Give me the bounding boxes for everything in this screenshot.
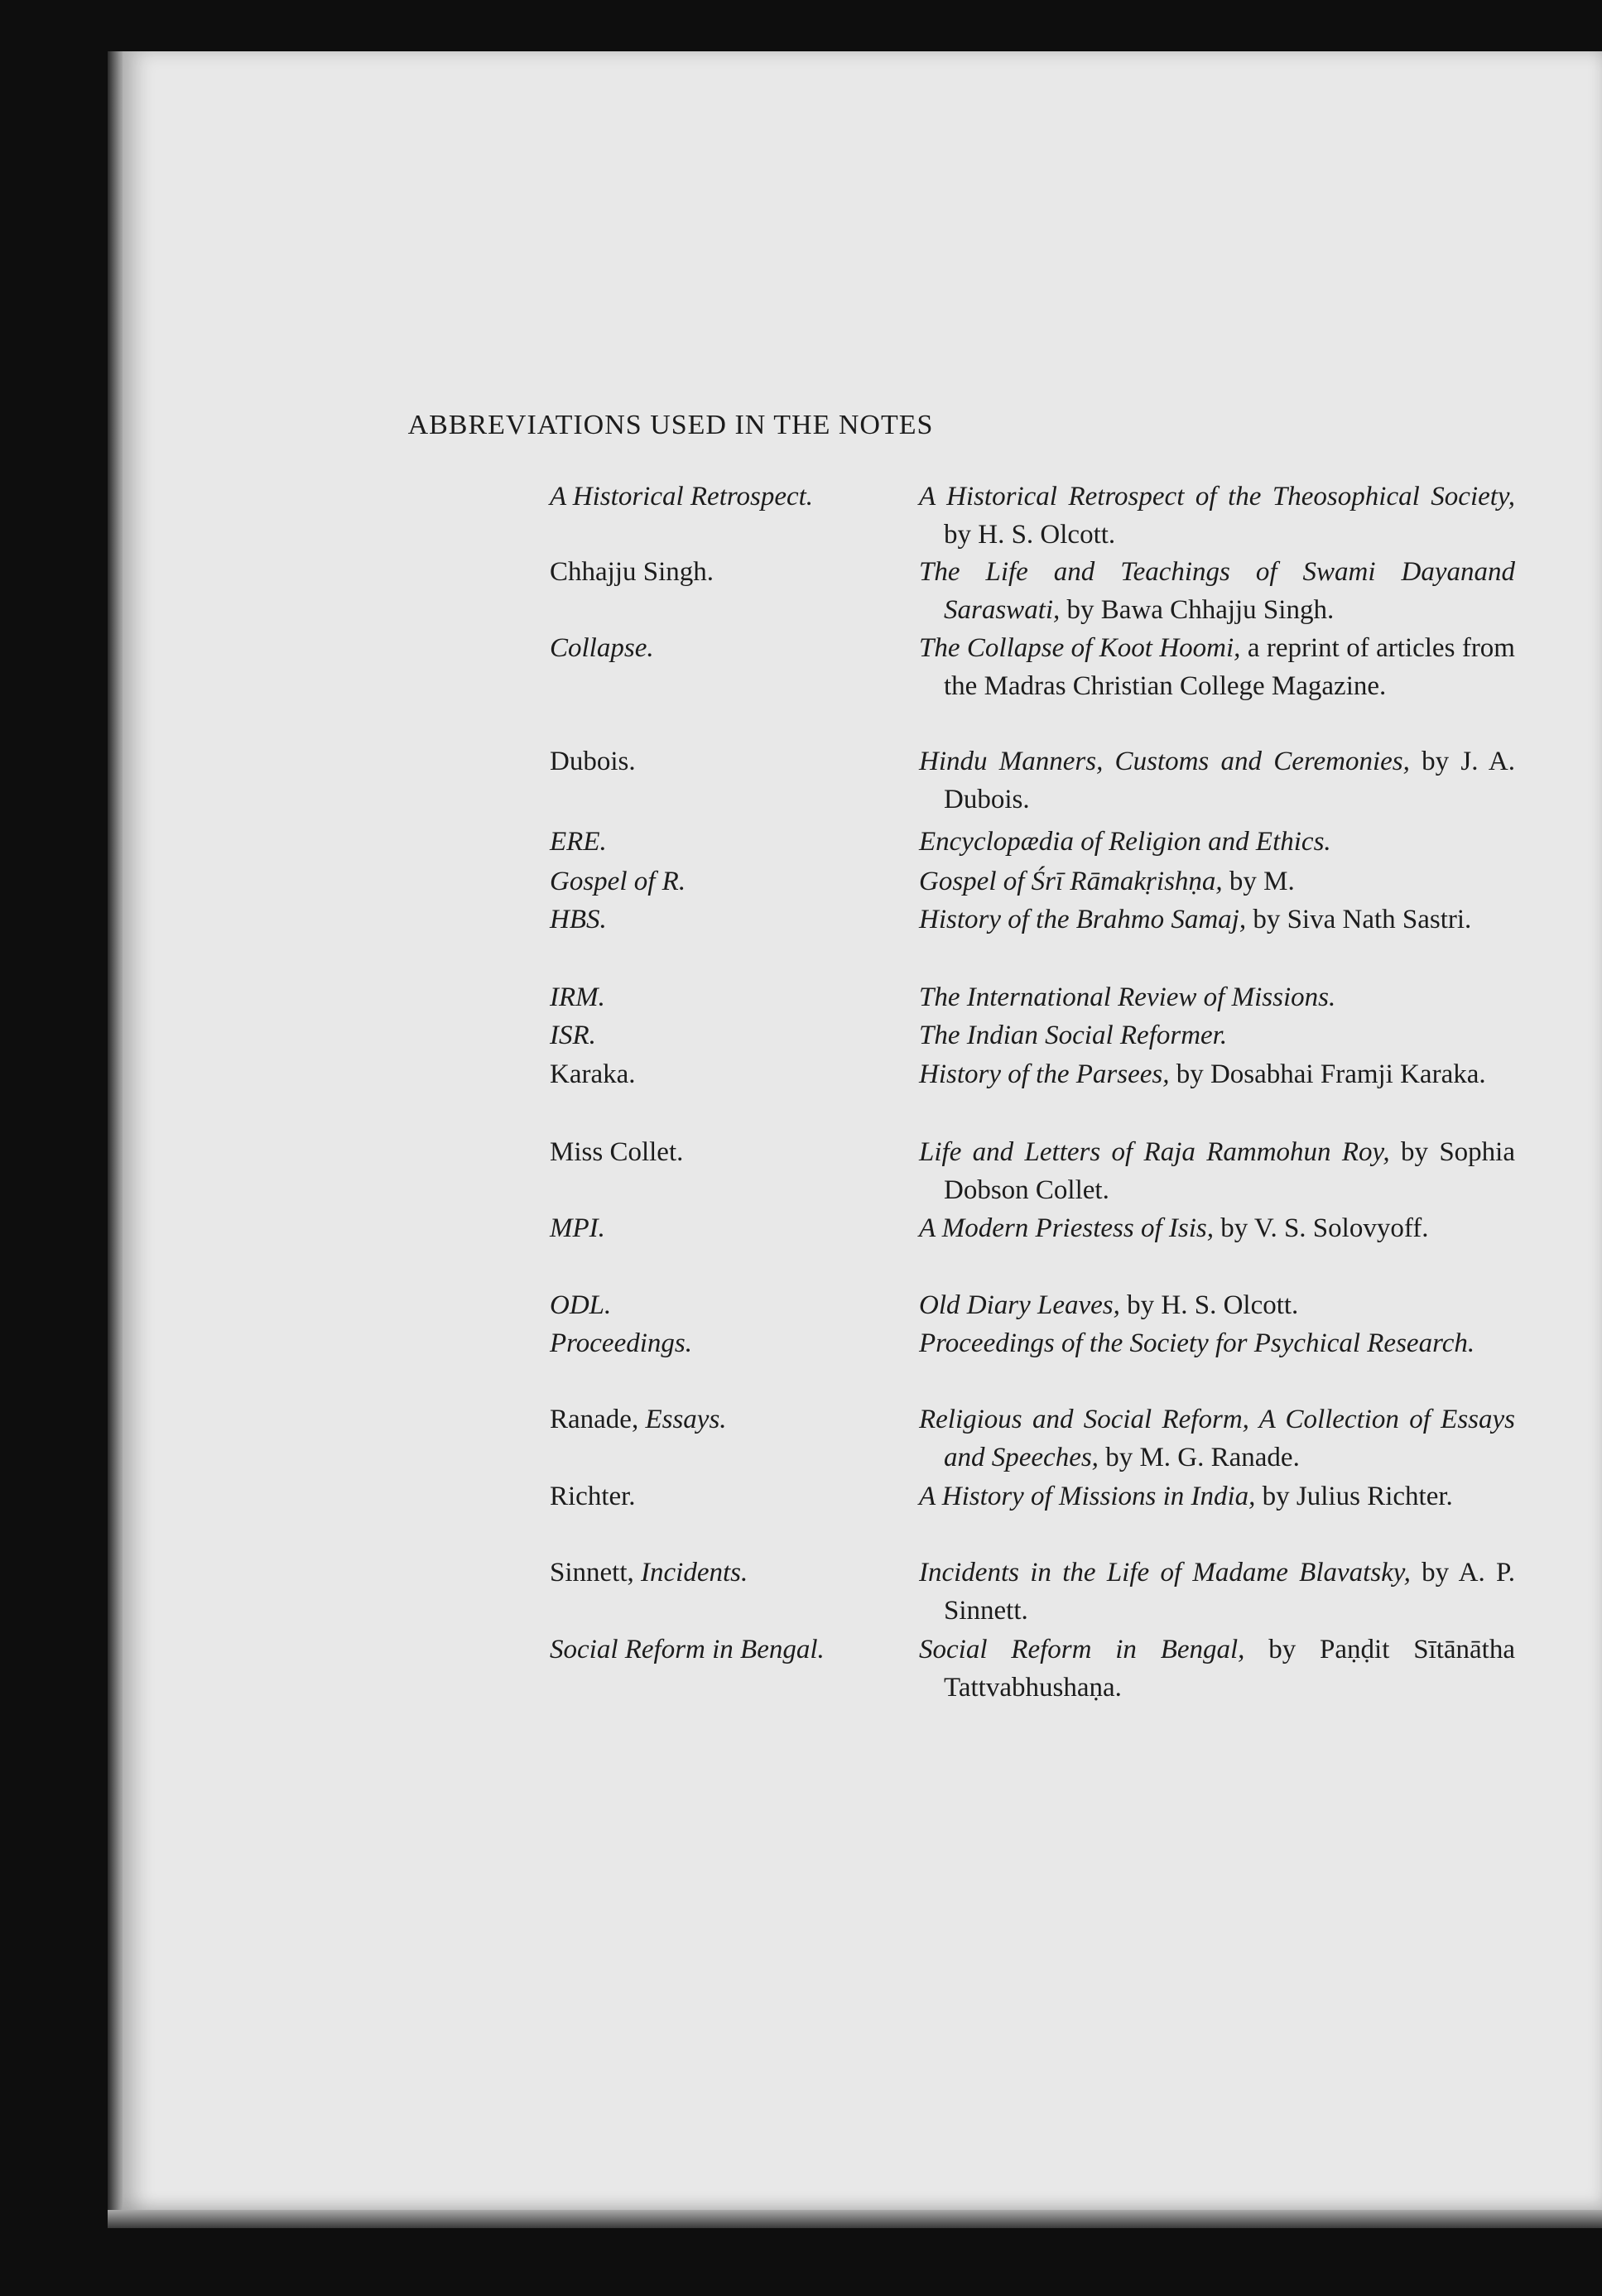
abbr-richter: Richter. <box>550 1482 636 1511</box>
abbr-chhajju-singh: Chhajju Singh. <box>550 557 714 587</box>
full-karaka: History of the Parsees, by Dosabhai Framji Karaka. <box>919 1059 1486 1089</box>
abbr-ranade: Ranade, Essays. <box>550 1405 727 1434</box>
full-hbs: History of the Brahmo Samaj, by Siva Nath Sastri. <box>919 905 1472 934</box>
abbr-historical-retrospect: A Historical Retrospect. <box>550 482 814 512</box>
abbr-social-reform: Social Reform in Bengal. <box>550 1635 825 1664</box>
full-ere: Encyclopædia of Religion and Ethics. <box>919 827 1331 857</box>
page-bottom-edge <box>108 2210 1602 2228</box>
abbr-hbs: HBS. <box>550 905 607 934</box>
full-gospel: Gospel of Śrī Rāmakṛishṇa, by M. <box>919 867 1295 896</box>
abbr-miss-collet: Miss Collet. <box>550 1137 684 1167</box>
full-collapse: The Collapse of Koot Hoomi, a reprint of articles from the Madras Christian College Magazine. <box>919 633 1515 701</box>
abbr-sinnett: Sinnett, Incidents. <box>550 1558 748 1588</box>
abbr-ere: ERE. <box>550 827 607 857</box>
full-chhajju-singh: The Life and Teachings of Swami Dayanand Saraswati, by Bawa Chhajju Singh. <box>919 557 1515 625</box>
abbr-dubois: Dubois. <box>550 747 636 776</box>
abbr-karaka: Karaka. <box>550 1059 636 1089</box>
full-irm: The International Review of Missions. <box>919 982 1336 1012</box>
full-sinnett: Incidents in the Life of Madame Blavatsky, by A. P. Sinnett. <box>919 1558 1515 1626</box>
abbr-proceedings: Proceedings. <box>550 1328 692 1358</box>
full-miss-collet: Life and Letters of Raja Rammohun Roy, by Sophia Dobson Collet. <box>919 1137 1516 1205</box>
abbr-collapse: Collapse. <box>550 633 654 663</box>
full-isr: The Indian Social Reformer. <box>919 1021 1228 1050</box>
abbr-odl: ODL. <box>550 1290 612 1320</box>
full-dubois: Hindu Manners, Customs and Ceremonies, by J. A. Dubois. <box>919 747 1515 814</box>
abbr-irm: IRM. <box>550 982 605 1012</box>
abbr-mpi: MPI. <box>550 1213 605 1243</box>
full-social-reform: Social Reform in Bengal, by Paṇḍit Sītānātha Tattvabhushaṇa. <box>919 1635 1515 1703</box>
abbr-isr: ISR. <box>550 1021 596 1050</box>
full-richter: A History of Missions in India, by Julius Richter. <box>919 1482 1453 1511</box>
book-page <box>123 51 1602 2213</box>
full-ranade: Religious and Social Reform, A Collection of Essays and Speeches, by M. G. Ranade. <box>919 1405 1515 1472</box>
full-odl: Old Diary Leaves, by H. S. Olcott. <box>919 1290 1299 1320</box>
page-heading: ABBREVIATIONS USED IN THE NOTES <box>407 410 934 440</box>
full-historical-retrospect: A Historical Retrospect of the Theosophical Society, by H. S. Olcott. <box>919 482 1515 550</box>
full-proceedings: Proceedings of the Society for Psychical Research. <box>919 1328 1475 1358</box>
abbr-gospel: Gospel of R. <box>550 867 686 896</box>
full-mpi: A Modern Priestess of Isis, by V. S. Solovyoff. <box>919 1213 1429 1243</box>
